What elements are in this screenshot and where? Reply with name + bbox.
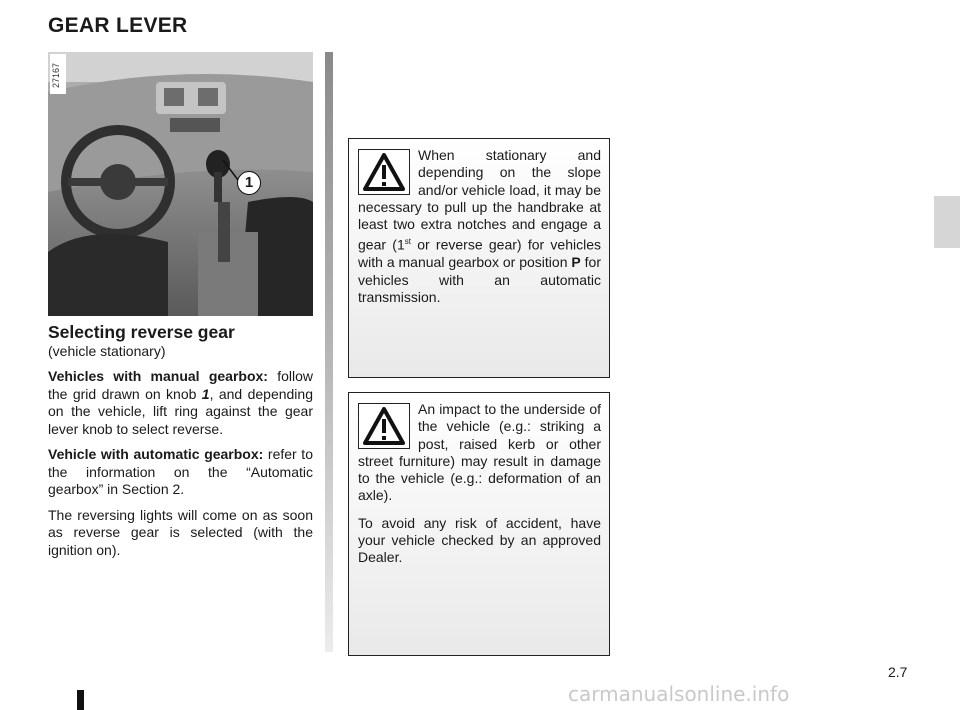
main-text [48, 322, 313, 567]
section-heading: Selecting reverse gear [48, 322, 235, 342]
illustration-code: 27167 [50, 54, 66, 94]
warning-triangle-icon [358, 403, 410, 449]
section-tab-marker [934, 196, 960, 248]
warning-box-impact [348, 392, 610, 656]
column-separator [325, 52, 333, 652]
dashboard-photo [48, 52, 313, 316]
section-subheading: (vehicle stationary) [48, 343, 166, 359]
page-title: GEAR LEVER [48, 14, 188, 37]
reversing-lights-paragraph: The reversing lights will come on as soon as reverse gear is selected (with the ignition on). [48, 506, 313, 558]
automatic-gearbox-paragraph: Vehicle with automatic gearbox: refer to the information on the “Automatic gearbox” in Section 2. [48, 446, 313, 497]
watermark: carmanualsonline.info [568, 682, 790, 706]
warning-text-stationary: When stationary and depending on the slope and/or vehicle load, it may be necessary to pull up the handbrake at least two extra notches and engage a gear (1st or reverse gear) for vehicles with a manual gearbox or position P for vehicles with an automatic transmission. [358, 147, 602, 306]
page-number: 2.7 [888, 664, 908, 680]
warning-box-stationary [348, 138, 610, 378]
warning-text-dealer: To avoid any risk of accident, have your vehicle checked by an approved Dealer. [358, 514, 601, 566]
print-mark [77, 690, 84, 710]
callout-marker: 1 [237, 171, 261, 195]
warning-triangle-icon [358, 149, 410, 195]
manual-gearbox-paragraph: Vehicles with manual gearbox: follow the grid drawn on knob 1, and depending on the vehicle, lift ring against the gear lever knob to select reverse. [48, 368, 314, 437]
warning-text-impact: An impact to the underside of the vehicle (e.g.: striking a post, raised kerb or other street furniture) may result in damage to the vehicle (e.g.: deformation of an axle). [358, 401, 601, 504]
